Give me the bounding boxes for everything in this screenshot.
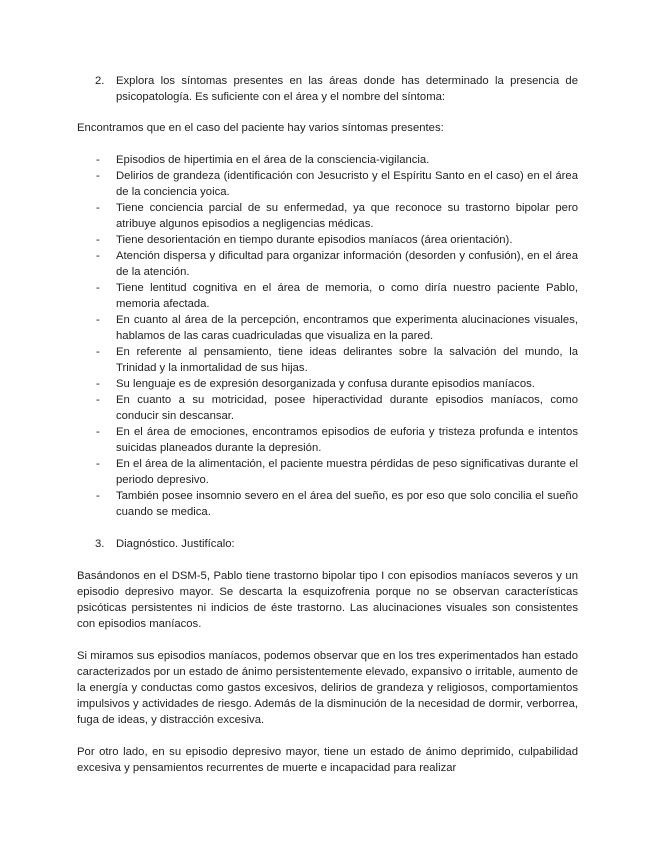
numbered-item-3 [77, 536, 578, 552]
list-item-text: También posee insomnio severo en el área del sueño, es por eso que solo concilia el sueño cuando se medica. [116, 490, 578, 518]
dash-bullet: - [96, 314, 100, 326]
list-item-text: Episodios de hipertimia en el área de la consciencia-vigilancia. [116, 154, 430, 166]
dash-bullet: - [96, 250, 100, 262]
list-item-text: Tiene lentitud cognitiva en el área de memoria, o como diría nuestro paciente Pablo, memoria afectada. [116, 282, 578, 310]
dash-bullet: - [96, 394, 100, 406]
list-item-text: En cuanto al área de la percepción, encontramos que experimenta alucinaciones visuales, hablamos de las caras cuadriculadas que visualiza en la pared. [116, 314, 578, 342]
symptom-list [77, 152, 578, 520]
item-text: Diagnóstico. Justifícalo: [116, 538, 235, 550]
list-item-text: En referente al pensamiento, tiene ideas delirantes sobre la salvación del mundo, la Trinidad y la inmortalidad de sus hijas. [116, 346, 578, 374]
list-item-text: Tiene conciencia parcial de su enfermedad, ya que reconoce su trastorno bipolar pero atribuye algunos episodios a negligencias médicas. [116, 202, 578, 230]
diagnosis-paragraph: Basándonos en el DSM-5, Pablo tiene trastorno bipolar tipo I con episodios maníacos severos y un episodio depresivo mayor. Se descarta la esquizofrenia porque no se observan características psicóticas persistentes ni indicios de éste trastorno. Las alucinaciones visuales son consistentes con episodios maníacos. [77, 570, 578, 630]
dash-bullet: - [96, 234, 100, 246]
numbered-item-2 [77, 73, 578, 105]
dash-bullet: - [96, 170, 100, 182]
list-item [77, 248, 578, 280]
list-item-text: Su lenguaje es de expresión desorganizada y confusa durante episodios maníacos. [116, 378, 535, 390]
dash-bullet: - [96, 346, 100, 358]
list-item-text: Atención dispersa y dificultad para organizar información (desorden y confusión), en el área de la atención. [116, 250, 578, 278]
list-item [77, 392, 578, 424]
dash-bullet: - [96, 490, 100, 502]
dash-bullet: - [96, 458, 100, 470]
list-item [77, 312, 578, 344]
list-item [77, 424, 578, 456]
item-text: Explora los síntomas presentes en las áreas donde has determinado la presencia de psicopatología. Es suficiente con el área y el nombre del síntoma: [116, 75, 578, 103]
list-item [77, 344, 578, 376]
list-item [77, 168, 578, 200]
diagnosis-paragraph: Por otro lado, en su episodio depresivo mayor, tiene un estado de ánimo deprimido, culpabilidad excesiva y pensamientos recurrentes de muerte e incapacidad para realizar [77, 746, 578, 774]
list-item [77, 488, 578, 520]
dash-bullet: - [96, 378, 100, 390]
list-item [77, 152, 578, 168]
diagnosis-paragraph: Si miramos sus episodios maníacos, podemos observar que en los tres experimentados han estado caracterizados por un estado de ánimo persistentemente elevado, expansivo o irritable, aumento de la energía y conductas como gastos excesivos, delirios de grandeza y religiosos, comportamientos impulsivos y actividades de riesgo. Además de la disminución de la necesidad de dormir, verborrea, fuga de ideas, y distracción excesiva. [77, 650, 578, 726]
dash-bullet: - [96, 154, 100, 166]
list-item-text: Tiene desorientación en tiempo durante episodios maníacos (área orientación). [116, 234, 513, 246]
list-item [77, 280, 578, 312]
dash-bullet: - [96, 426, 100, 438]
list-item-text: Delirios de grandeza (identificación con Jesucristo y el Espíritu Santo en el caso) en el área de la conciencia yoica. [116, 170, 578, 198]
list-item [77, 456, 578, 488]
dash-bullet: - [96, 202, 100, 214]
list-item-text: En el área de emociones, encontramos episodios de euforia y tristeza profunda e intentos suicidas planeados durante la depresión. [116, 426, 578, 454]
list-item [77, 376, 578, 392]
list-item-text: En cuanto a su motricidad, posee hiperactividad durante episodios maníacos, como conducir sin descansar. [116, 394, 578, 422]
list-item [77, 200, 578, 232]
list-item-text: En el área de la alimentación, el paciente muestra pérdidas de peso significativas durante el periodo depresivo. [116, 458, 578, 486]
document-content [77, 73, 578, 776]
list-item [77, 232, 578, 248]
symptoms-intro: Encontramos que en el caso del paciente hay varios síntomas presentes: [77, 122, 444, 134]
item-number: 2. [95, 75, 105, 87]
item-number: 3. [95, 538, 105, 550]
dash-bullet: - [96, 282, 100, 294]
